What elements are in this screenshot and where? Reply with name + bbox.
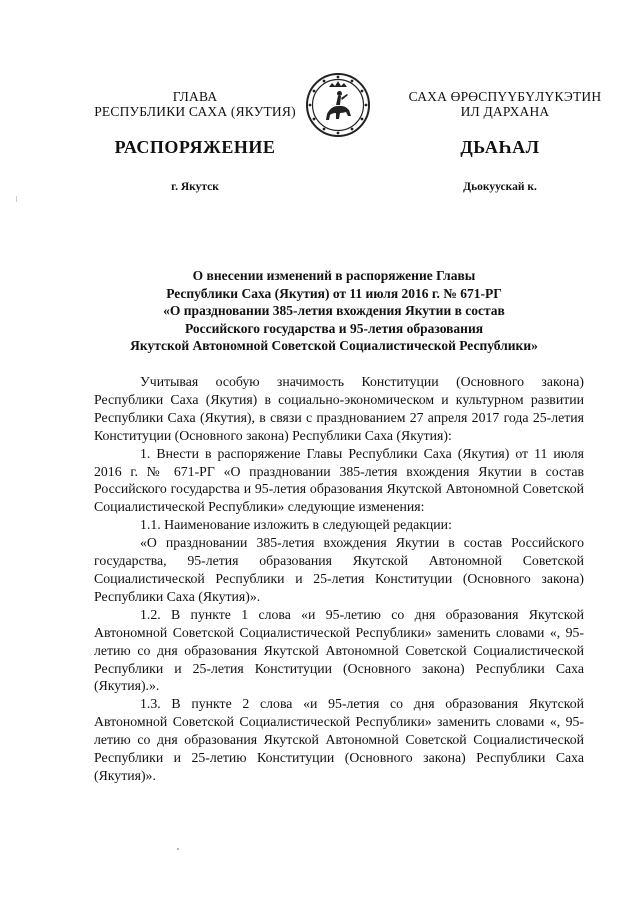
issuer-sakha-line-1: САХА ӨРӨСПҮҮБҮЛҮКЭТИН: [408, 89, 602, 104]
doc-type-russian: РАСПОРЯЖЕНИЕ: [114, 137, 276, 157]
issuer-line-2: РЕСПУБЛИКИ САХА (ЯКУТИЯ): [94, 104, 296, 119]
issuer-name-sakha: [390, 89, 620, 119]
clause-1-paragraph: 1. Внести в распоряжение Главы Республики Саха (Якутия) от 11 июля 2016 г. № 671-РГ «О праздновании 385-летия вхождения Якутии в состав Российского государства и 95-летия образования Якутской Автономной Советской Социалистической Республики» следующие изменения:: [94, 445, 584, 515]
title-line-5: Якутской Автономной Советской Социалистической Республики»: [130, 338, 538, 353]
title-line-2: Республики Саха (Якутия) от 11 июля 2016 г. № 671-РГ: [166, 285, 502, 301]
city-russian: г. Якутск: [171, 181, 219, 193]
title-line-4: Российского государства и 95-летия образования: [184, 320, 484, 336]
issuer-name-russian: [80, 89, 310, 119]
scan-margin-mark: [16, 196, 17, 202]
city-sakha: Дьокуускай к.: [463, 181, 537, 193]
issuer-sakha-line-2: ИЛ ДАРХАНА: [460, 104, 550, 119]
clause-1-1-paragraph: 1.1. Наименование изложить в следующей редакции:: [140, 517, 452, 533]
clause-1-3-paragraph: 1.3. В пункте 2 слова «и 95-летия со дня образования Якутской Автономной Советской Социалистической Республики» заменить словами «, 95-летию со дня образования Якутской Автономной Советской Социалистической Республики и 25-летию Конституции (Основного закона) Республики Саха (Якутия)».: [94, 696, 584, 783]
clause-1-2-paragraph: 1.2. В пункте 1 слова «и 95-летию со дня образования Якутской Автономной Советской Социалистической Республики» заменить словами «, 95-летию со дня образования Якутской Автономной Советской Социалистической Республики и 25-летия Конституции (Основного закона) Республики Саха (Якутия).».: [94, 606, 584, 694]
scan-dot-mark: [177, 848, 179, 850]
doc-type-sakha: ДЬАҺАЛ: [460, 137, 540, 157]
title-line-1: О внесении изменений в распоряжение Главы: [192, 268, 476, 283]
document-title: [100, 267, 568, 355]
coat-of-arms-emblem-icon: [305, 72, 371, 138]
document-body: [94, 373, 584, 785]
preamble-paragraph: Учитывая особую значимость Конституции (Основного закона) Республики Саха (Якутия) в социально-экономическом и культурном развитии Республики Саха (Якутия), в связи с празднованием 27 апреля 2017 года 25-летия Конституции (Основного закона) Республики Саха (Якутия):: [94, 374, 584, 443]
title-line-3: «О праздновании 385-летия вхождения Якутии в состав: [163, 303, 505, 318]
issuer-line-1: ГЛАВА: [172, 89, 218, 104]
clause-1-1-new-title: «О праздновании 385-летия вхождения Якутии в состав Российского государства, 95-летия образования Якутской Автономной Советской Социалистической Республики и 25-летия Конституции (Основного закона) Республики Саха (Якутия)».: [94, 535, 584, 604]
